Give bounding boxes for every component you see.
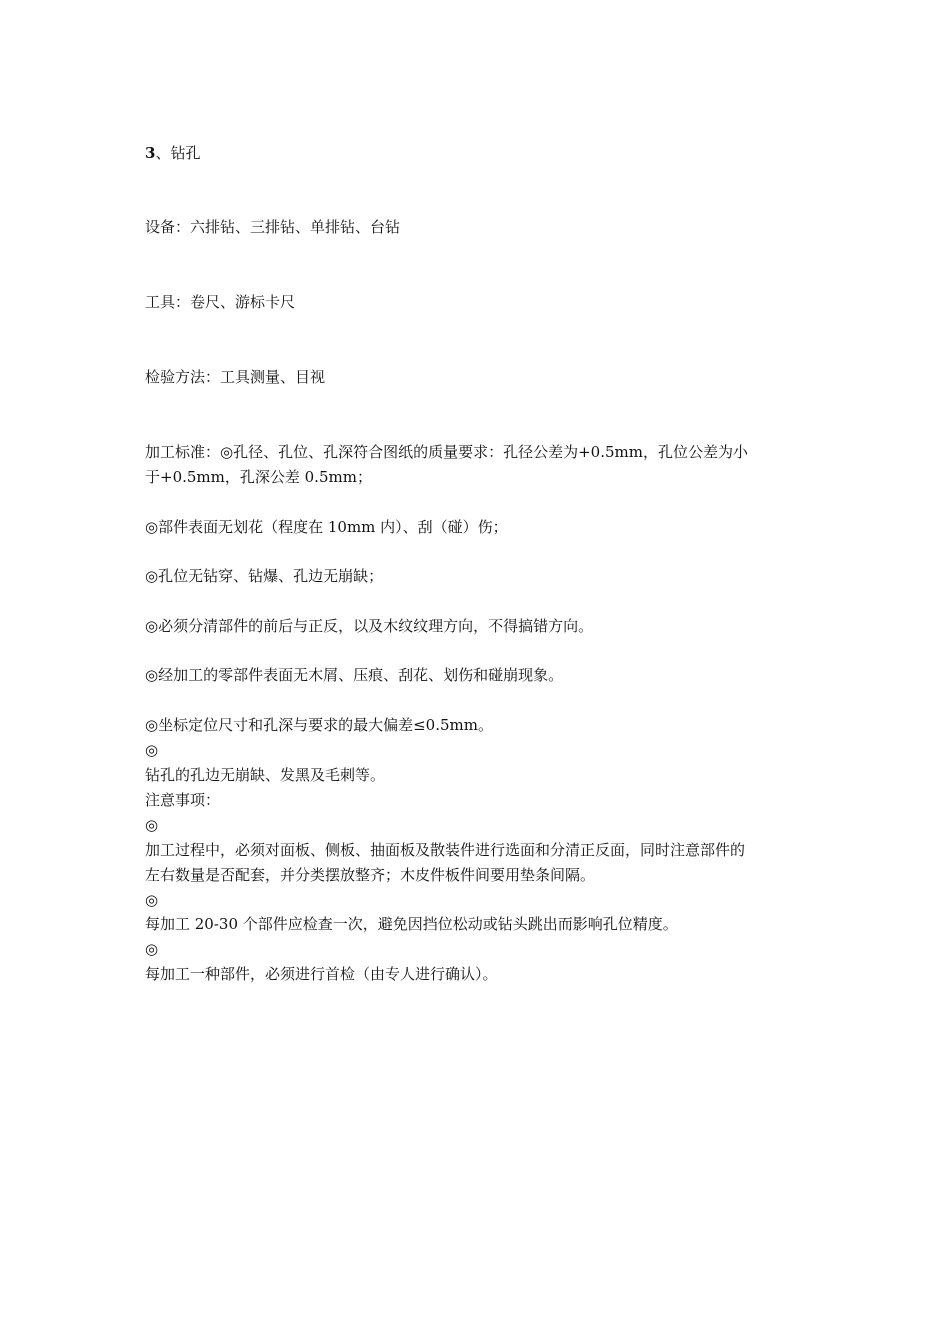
standard-item: ◎孔位无钻穿、钻爆、孔边无崩缺； — [145, 567, 384, 585]
edge-item-text: 钻孔的孔边无崩缺、发黑及毛刺等。 — [145, 766, 386, 784]
note-item-line: 左右数量是否配套，并分类摆放整齐；木皮件板件间要用垫条间隔。 — [145, 866, 596, 884]
processing-standard-line-1: 加工标准：◎孔径、孔位、孔深符合图纸的质量要求：孔径公差为+0.5mm，孔位公差为小 — [145, 443, 748, 461]
note-item-line: 加工过程中，必须对面板、侧板、抽面板及散装件进行选面和分清正反面，同时注意部件的 — [145, 841, 746, 859]
standard-item: ◎必须分清部件的前后与正反，以及木纹纹理方向，不得搞错方向。 — [145, 617, 594, 635]
section-number: 3 — [145, 144, 156, 162]
standard-item: ◎部件表面无划花（程度在 10mm 内）、刮（碰）伤； — [145, 518, 508, 536]
inspection-method-line: 检验方法：工具测量、目视 — [145, 368, 326, 386]
tools-line: 工具：卷尺、游标卡尺 — [145, 293, 296, 311]
standard-item: ◎经加工的零部件表面无木屑、压痕、刮花、划伤和碰崩现象。 — [145, 666, 564, 684]
processing-standard-line-2: 于+0.5mm，孔深公差 0.5mm； — [145, 468, 372, 486]
equipment-line: 设备：六排钻、三排钻、单排钻、台钻 — [145, 218, 401, 236]
section-heading — [145, 141, 815, 165]
section-title: 、钻孔 — [155, 144, 201, 162]
bullet-marker: ◎ — [145, 816, 159, 834]
bullet-marker: ◎ — [145, 940, 159, 958]
standard-item: ◎坐标定位尺寸和孔深与要求的最大偏差≤0.5mm。 — [145, 716, 493, 734]
bullet-marker: ◎ — [145, 741, 159, 759]
notes-heading: 注意事项： — [145, 791, 221, 809]
note-item-line: 每加工一种部件，必须进行首检（由专人进行确认）。 — [145, 965, 498, 983]
bullet-marker: ◎ — [145, 891, 159, 909]
note-item-line: 每加工 20-30 个部件应检查一次，避免因挡位松动或钻头跳出而影响孔位精度。 — [145, 915, 678, 933]
